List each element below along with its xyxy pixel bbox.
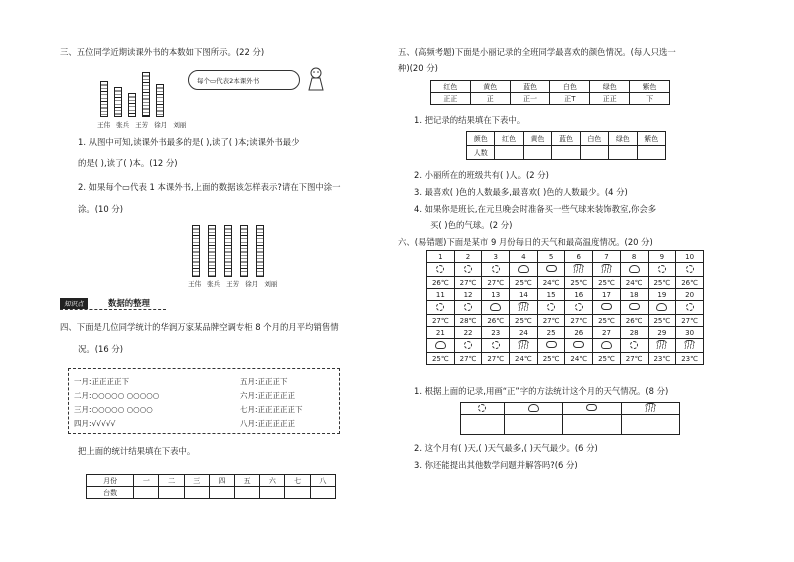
- q5-4-line2: 买( )色的气球。(2 分): [430, 220, 513, 230]
- sun-icon: [464, 341, 472, 349]
- answer-cell[interactable]: [504, 415, 562, 435]
- record-may: 五月:正正正下: [240, 377, 288, 386]
- q3-1-line2: 的是( ),读了( )本。(12 分): [78, 158, 178, 168]
- sun-icon: [436, 265, 444, 273]
- color-name: 红色: [495, 132, 523, 146]
- partly-cloudy-icon: [518, 265, 529, 273]
- bar-wangwei: [100, 81, 108, 117]
- bar-wangfang: [128, 93, 136, 117]
- tally: 正T: [550, 93, 590, 105]
- weather-day: 19: [648, 289, 676, 301]
- sun-icon: [464, 265, 472, 273]
- record-jun: 六月:正正正正正: [240, 391, 296, 400]
- weather-temp: 24℃: [565, 353, 593, 365]
- color-name: 白色: [580, 132, 608, 146]
- weather-day: 30: [676, 327, 704, 339]
- weather-temp: 24℃: [510, 353, 538, 365]
- weather-icon-cell: [648, 263, 676, 277]
- weather-day: 14: [510, 289, 538, 301]
- table-row-label: 人数: [467, 146, 495, 160]
- bar-chart-1: [100, 72, 164, 117]
- weather-day: 29: [648, 327, 676, 339]
- weather-day: 15: [537, 289, 565, 301]
- weather-temp: 27℃: [537, 315, 565, 327]
- weather-icon-cell: [620, 263, 648, 277]
- cloud-icon: [546, 265, 557, 272]
- weather-temp: 27℃: [482, 277, 510, 289]
- weather-icon-cell: [427, 339, 455, 353]
- partly-cloudy-icon: [601, 341, 612, 349]
- section-title: 数据的整理: [108, 298, 150, 308]
- color-name: 蓝色: [510, 81, 550, 93]
- weather-temp: 28℃: [454, 315, 482, 327]
- weather-temp: 26℃: [427, 277, 455, 289]
- weather-temp: 27℃: [676, 315, 704, 327]
- student-label: 王芳: [226, 280, 240, 288]
- table-header: 颜色: [467, 132, 495, 146]
- partly-cloudy-icon: [490, 303, 501, 311]
- month-table: [86, 474, 336, 499]
- tally: 正正: [590, 93, 630, 105]
- record-apr: 四月:√√√√√: [74, 419, 116, 428]
- q6-3: 3. 你还能提出其他数学问题并解答吗?(6 分): [414, 460, 578, 470]
- weather-day: 3: [482, 251, 510, 263]
- bar-zhangbing: [114, 87, 122, 117]
- sun-icon: [547, 303, 555, 311]
- bar-labels-2: [188, 279, 277, 288]
- weather-icon-cell: [510, 263, 538, 277]
- answer-cell[interactable]: [637, 146, 665, 160]
- weather-icon-cell: [482, 339, 510, 353]
- weather-day: 8: [620, 251, 648, 263]
- answer-cell[interactable]: [609, 146, 637, 160]
- table-header: 七: [285, 475, 310, 487]
- answer-cell[interactable]: [260, 487, 285, 499]
- answer-cell[interactable]: [552, 146, 580, 160]
- weather-temp: 23℃: [648, 353, 676, 365]
- weather-icon-cell: [676, 301, 704, 315]
- weather-temp: 27℃: [454, 277, 482, 289]
- weather-temp: 27℃: [620, 353, 648, 365]
- section-badge: 知识点: [60, 298, 88, 309]
- weather-day: 5: [537, 251, 565, 263]
- sun-icon: [492, 341, 500, 349]
- cartoon-figure-icon: [305, 66, 327, 92]
- empty-bar: [208, 225, 216, 277]
- answer-cell[interactable]: [209, 487, 234, 499]
- weather-temp: 24℃: [620, 277, 648, 289]
- weather-day: 24: [510, 327, 538, 339]
- sun-icon: [492, 265, 500, 273]
- record-jan: 一月:正正正正下: [74, 377, 130, 386]
- color-name: 黄色: [470, 81, 510, 93]
- weather-day: 17: [593, 289, 621, 301]
- tally: 下: [630, 93, 670, 105]
- weather-temp: 25℃: [565, 277, 593, 289]
- legend-bubble: 每个▭代表2本课外书: [188, 70, 300, 90]
- weather-day: 21: [427, 327, 455, 339]
- weather-day: 7: [593, 251, 621, 263]
- weather-day: 22: [454, 327, 482, 339]
- color-name: 蓝色: [552, 132, 580, 146]
- weather-temp: 24℃: [537, 277, 565, 289]
- weather-day: 6: [565, 251, 593, 263]
- weather-temp: 25℃: [648, 315, 676, 327]
- q5-4-line1: 4. 如果你是班长,在元旦晚会时准备买一些气球来装饰教室,你会多: [414, 204, 657, 214]
- q5-title-2: 种)(20 分): [398, 63, 438, 73]
- weather-temp: 25℃: [427, 353, 455, 365]
- record-aug: 八月:正正正正正: [240, 419, 296, 428]
- table-header: 三: [184, 475, 209, 487]
- weather-icon-cell: [537, 339, 565, 353]
- tally-header-partly-cloudy: [504, 403, 562, 415]
- table-header: 五: [235, 475, 260, 487]
- q3-title: 三、五位同学近期读课外书的本数如下图所示。(22 分): [60, 47, 265, 57]
- weather-day: 23: [482, 327, 510, 339]
- bar-chart-2-empty: [192, 225, 264, 277]
- sun-icon: [686, 265, 694, 273]
- bar-labels-1: [97, 120, 186, 129]
- answer-cell[interactable]: [134, 487, 159, 499]
- student-label: 徐月: [245, 280, 259, 288]
- weather-temp: 23℃: [676, 353, 704, 365]
- color-name: 黄色: [523, 132, 551, 146]
- weather-day: 11: [427, 289, 455, 301]
- weather-temp: 26℃: [482, 315, 510, 327]
- cloud-icon: [629, 303, 640, 310]
- rain-icon: [656, 340, 667, 349]
- section-rule: [60, 309, 166, 310]
- weather-temp: 25℃: [593, 277, 621, 289]
- empty-bar: [256, 225, 264, 277]
- partly-cloudy-icon: [629, 265, 640, 273]
- student-label: 刘丽: [264, 280, 278, 288]
- cloud-icon: [601, 303, 612, 310]
- weather-icon-cell: [648, 339, 676, 353]
- sun-icon: [658, 265, 666, 273]
- weather-icon-cell: [676, 263, 704, 277]
- q6-2: 2. 这个月有( )天,( )天气最多,( )天气最少。(6 分): [414, 443, 598, 453]
- cloud-icon: [546, 341, 557, 348]
- q3-2-line1: 2. 如果每个▭代表 1 本课外书,上面的数据该怎样表示?请在下图中涂一: [78, 182, 341, 192]
- q5-3: 3. 最喜欢( )色的人数最多,最喜欢( )色的人数最少。(4 分): [414, 187, 628, 197]
- weather-icon-cell: [565, 339, 593, 353]
- weather-temp: 27℃: [482, 353, 510, 365]
- weather-temp: 26℃: [620, 315, 648, 327]
- record-mar: 三月:○○○○○ ○○○○: [74, 405, 153, 414]
- tally: 正: [470, 93, 510, 105]
- weather-temp: 27℃: [427, 315, 455, 327]
- cloud-icon: [586, 404, 597, 411]
- weather-day: 25: [537, 327, 565, 339]
- table-header: 四: [209, 475, 234, 487]
- weather-icon-cell: [537, 263, 565, 277]
- bar-liuli: [156, 84, 164, 117]
- record-feb: 二月:○○○○○ ○○○○○: [74, 391, 160, 400]
- weather-temp: 27℃: [454, 353, 482, 365]
- table-row-label: 台数: [87, 487, 134, 499]
- weather-temp: 25℃: [593, 315, 621, 327]
- table-header: 月份: [87, 475, 134, 487]
- color-count-table: [466, 131, 666, 160]
- weather-tally-table: [460, 402, 680, 435]
- weather-icon-cell: [593, 263, 621, 277]
- cloud-icon: [573, 341, 584, 348]
- rain-icon: [573, 264, 584, 273]
- weather-icon-cell: [454, 301, 482, 315]
- tally: 正正: [431, 93, 471, 105]
- weather-day: 9: [648, 251, 676, 263]
- answer-cell[interactable]: [461, 415, 505, 435]
- sun-icon: [464, 303, 472, 311]
- color-name: 绿色: [609, 132, 637, 146]
- weather-table: [426, 250, 704, 365]
- weather-day: 18: [620, 289, 648, 301]
- table-header: 二: [159, 475, 184, 487]
- weather-day: 12: [454, 289, 482, 301]
- q4-title: 四、下面是几位同学统计的华润万家某品牌空调专柜 8 个月的月平均销售情: [60, 322, 339, 332]
- weather-temp: 25℃: [593, 353, 621, 365]
- student-label: 王伟: [97, 121, 110, 129]
- empty-bar: [224, 225, 232, 277]
- table-header: 一: [134, 475, 159, 487]
- rain-icon: [645, 403, 656, 412]
- q6-1: 1. 根据上面的记录,用画“正”字的方法统计这个月的天气情况。(8 分): [414, 386, 669, 396]
- answer-cell[interactable]: [563, 415, 621, 435]
- weather-icon-cell: [537, 301, 565, 315]
- rain-icon: [684, 340, 695, 349]
- answer-cell[interactable]: [523, 146, 551, 160]
- color-name: 白色: [550, 81, 590, 93]
- student-label: 刘丽: [173, 121, 187, 129]
- weather-day: 16: [565, 289, 593, 301]
- weather-day: 10: [676, 251, 704, 263]
- weather-icon-cell: [427, 263, 455, 277]
- q3-1-line1: 1. 从图中可知,读课外书最多的是( ),读了( )本;读课外书最少: [78, 137, 300, 147]
- weather-icon-cell: [510, 301, 538, 315]
- q3-2-line2: 涂。(10 分): [78, 204, 123, 214]
- weather-day: 27: [593, 327, 621, 339]
- answer-cell[interactable]: [285, 487, 310, 499]
- weather-temp: 25℃: [510, 315, 538, 327]
- weather-icon-cell: [565, 301, 593, 315]
- answer-cell[interactable]: [235, 487, 260, 499]
- color-name: 紫色: [637, 132, 665, 146]
- empty-bar: [192, 225, 200, 277]
- color-name: 绿色: [590, 81, 630, 93]
- student-label: 王伟: [188, 280, 201, 288]
- sun-icon: [478, 404, 486, 412]
- weather-icon-cell: [648, 301, 676, 315]
- answer-cell[interactable]: [310, 487, 335, 499]
- weather-icon-cell: [620, 301, 648, 315]
- bar-xuyue: [142, 72, 150, 117]
- q4-title-2: 况。(16 分): [78, 344, 123, 354]
- sun-icon: [686, 303, 694, 311]
- weather-day: 26: [565, 327, 593, 339]
- weather-icon-cell: [427, 301, 455, 315]
- weather-icon-cell: [593, 301, 621, 315]
- weather-day: 13: [482, 289, 510, 301]
- weather-temp: 25℃: [510, 277, 538, 289]
- color-name: 紫色: [630, 81, 670, 93]
- partly-cloudy-icon: [435, 341, 446, 349]
- weather-icon-cell: [593, 339, 621, 353]
- q6-title: 六、(易错题)下面是某市 9 月份每日的天气和最高温度情况。(20 分): [398, 237, 653, 247]
- rain-icon: [601, 264, 612, 273]
- q5-1: 1. 把记录的结果填在下表中。: [414, 115, 526, 125]
- tally-header-cloudy: [563, 403, 621, 415]
- tally: 正一: [510, 93, 550, 105]
- empty-bar: [240, 225, 248, 277]
- partly-cloudy-icon: [656, 303, 667, 311]
- student-label: 徐月: [154, 121, 168, 129]
- weather-icon-cell: [510, 339, 538, 353]
- weather-icon-cell: [620, 339, 648, 353]
- weather-icon-cell: [565, 263, 593, 277]
- answer-cell[interactable]: [621, 415, 679, 435]
- tally-header-rain: [621, 403, 679, 415]
- weather-day: 28: [620, 327, 648, 339]
- tally-header-sunny: [461, 403, 505, 415]
- sun-icon: [630, 341, 638, 349]
- weather-day: 2: [454, 251, 482, 263]
- fill-instruction: 把上面的统计结果填在下表中。: [78, 446, 196, 456]
- q5-2: 2. 小丽所在的班级共有( )人。(2 分): [414, 170, 549, 180]
- weather-icon-cell: [454, 263, 482, 277]
- answer-cell[interactable]: [159, 487, 184, 499]
- weather-icon-cell: [454, 339, 482, 353]
- table-header: 八: [310, 475, 335, 487]
- q5-title: 五、(高频考题)下面是小丽记录的全班同学最喜欢的颜色情况。(每人只选一: [398, 47, 676, 57]
- color-tally-table: [430, 80, 670, 105]
- weather-day: 4: [510, 251, 538, 263]
- record-jul: 七月:正正正正正下: [240, 405, 303, 414]
- partly-cloudy-icon: [528, 404, 539, 412]
- student-label: 张兵: [207, 280, 221, 288]
- rain-icon: [518, 302, 529, 311]
- weather-icon-cell: [482, 301, 510, 315]
- weather-day: 1: [427, 251, 455, 263]
- weather-temp: 26℃: [676, 277, 704, 289]
- weather-temp: 25℃: [537, 353, 565, 365]
- rain-icon: [518, 340, 529, 349]
- weather-day: 20: [676, 289, 704, 301]
- weather-icon-cell: [482, 263, 510, 277]
- student-label: 张兵: [116, 121, 130, 129]
- table-header: 六: [260, 475, 285, 487]
- color-name: 红色: [431, 81, 471, 93]
- answer-cell[interactable]: [495, 146, 523, 160]
- weather-icon-cell: [676, 339, 704, 353]
- sun-icon: [575, 303, 583, 311]
- weather-temp: 25℃: [648, 277, 676, 289]
- answer-cell[interactable]: [184, 487, 209, 499]
- weather-temp: 27℃: [565, 315, 593, 327]
- sun-icon: [436, 303, 444, 311]
- answer-cell[interactable]: [580, 146, 608, 160]
- student-label: 王芳: [135, 121, 149, 129]
